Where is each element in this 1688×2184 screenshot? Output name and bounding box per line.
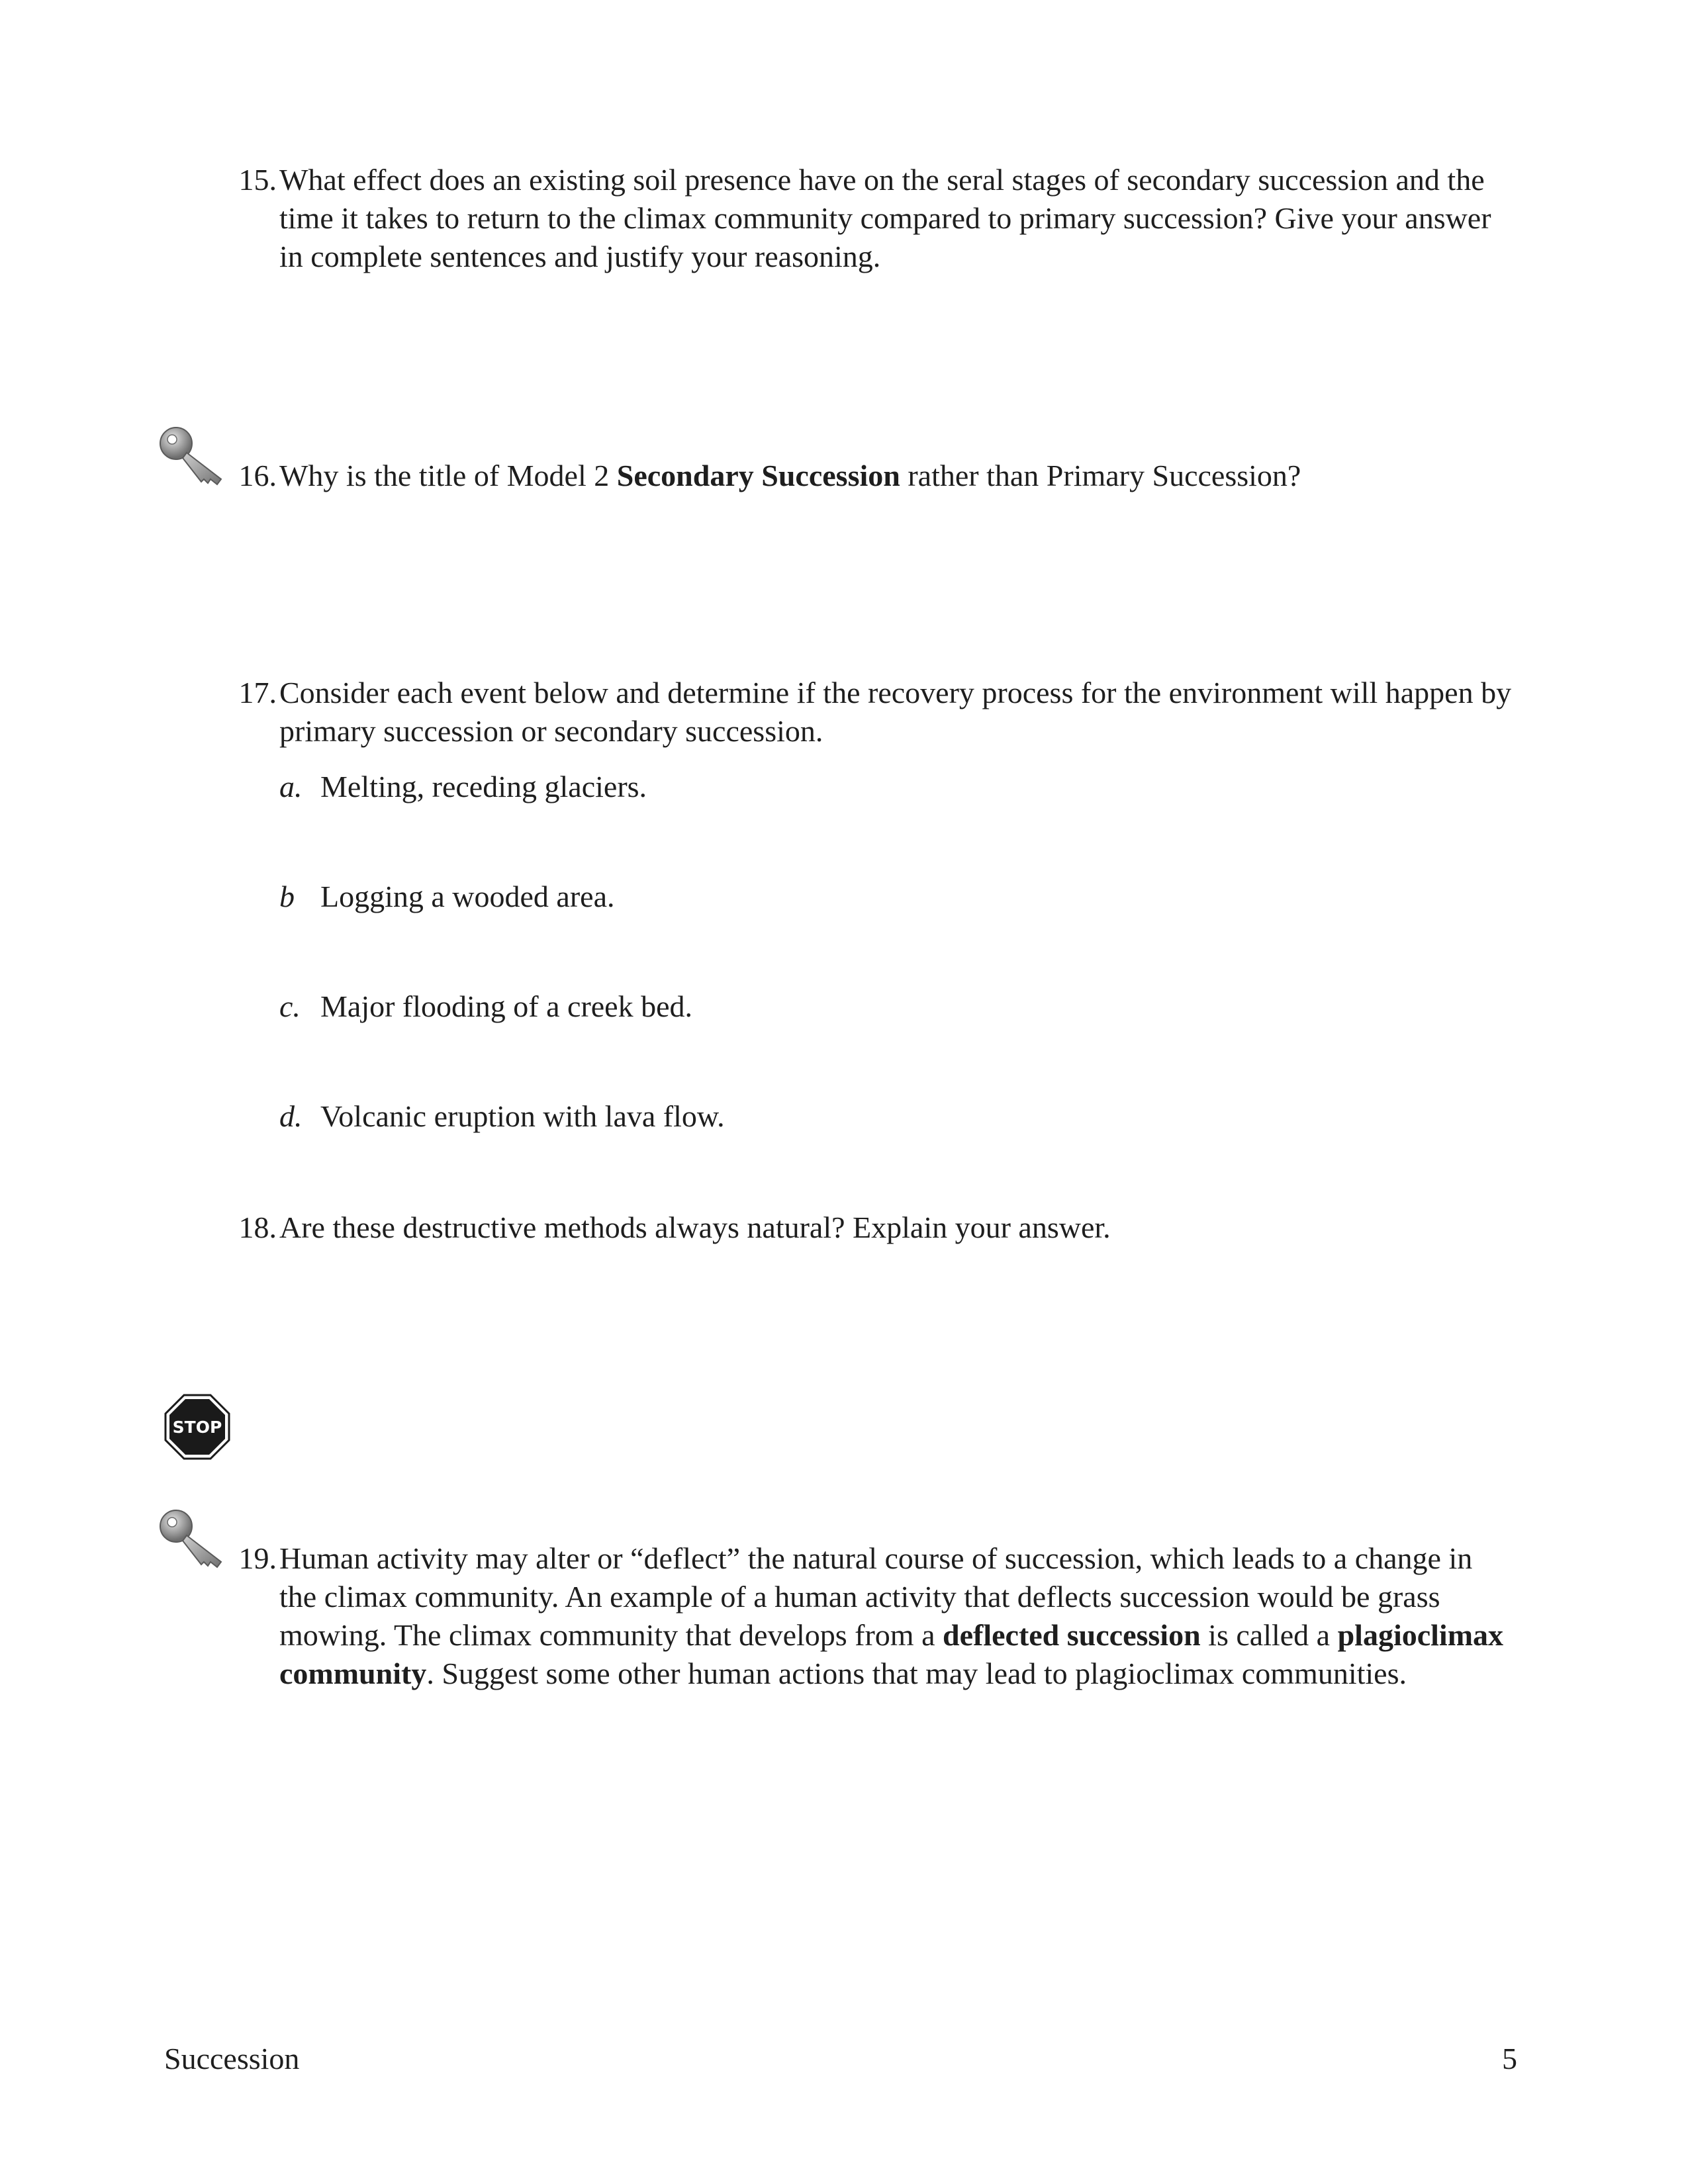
sub-question-d [279, 1097, 725, 1136]
question-text: Consider each event below and determine if the recovery process for the environment will happen by primary succession or secondary succession. [279, 676, 1512, 748]
key-icon [158, 424, 230, 490]
question-text [279, 457, 1512, 495]
page-number: 5 [1502, 2042, 1517, 2075]
bold-term: deflected succession [943, 1618, 1201, 1652]
bold-term: plagioclimax community [279, 1618, 1504, 1690]
stop-sign-label: STOP [172, 1418, 222, 1437]
question-number: 17. [238, 676, 277, 709]
question-text-part: rather than Primary Succession? [900, 459, 1301, 492]
sub-question-text: Major flooding of a creek bed. [320, 989, 693, 1023]
sub-question-letter: c. [279, 989, 301, 1023]
sub-question-b [279, 878, 615, 916]
sub-question-a [279, 768, 647, 806]
question-text-part: . Suggest some other human actions that may lead to plagioclimax communities. [426, 1657, 1407, 1690]
key-icon [158, 1506, 230, 1572]
footer-title: Succession [164, 2042, 300, 2075]
question-number: 15. [238, 163, 277, 197]
question-text: Are these destructive methods always natural? Explain your answer. [279, 1210, 1111, 1244]
question-text-part: Human activity may alter or “deflect” the natural course of succession, which leads to a change in the climax community. An example of a human activity that deflects succession would be grass mowing. The climax community that develops from a [279, 1541, 1473, 1652]
question-15 [221, 161, 1512, 276]
question-text-part: Why is the title of Model 2 [279, 459, 617, 492]
question-text [279, 1539, 1512, 1693]
sub-question-letter: a. [279, 770, 303, 803]
question-17 [221, 674, 1512, 751]
sub-question-text: Volcanic eruption with lava flow. [320, 1099, 725, 1133]
sub-question-letter: b [279, 880, 295, 913]
bold-term: Secondary Succession [616, 459, 900, 492]
stop-sign-icon [164, 1394, 230, 1460]
question-18 [221, 1208, 1512, 1247]
question-number: 18. [238, 1210, 277, 1244]
sub-question-text: Logging a wooded area. [320, 880, 615, 913]
question-19 [221, 1539, 1512, 1693]
question-16 [221, 457, 1512, 495]
sub-question-letter: d. [279, 1099, 303, 1133]
sub-question-text: Melting, receding glaciers. [320, 770, 647, 803]
sub-question-c [279, 987, 692, 1026]
question-text: What effect does an existing soil presence have on the seral stages of secondary succession and the time it takes to return to the climax community compared to primary succession? Give your answer in complete sentences and justify your reasoning. [279, 163, 1491, 273]
question-number: 16. [238, 459, 277, 492]
question-text-part: is called a [1200, 1618, 1338, 1652]
question-number: 19. [238, 1541, 277, 1575]
